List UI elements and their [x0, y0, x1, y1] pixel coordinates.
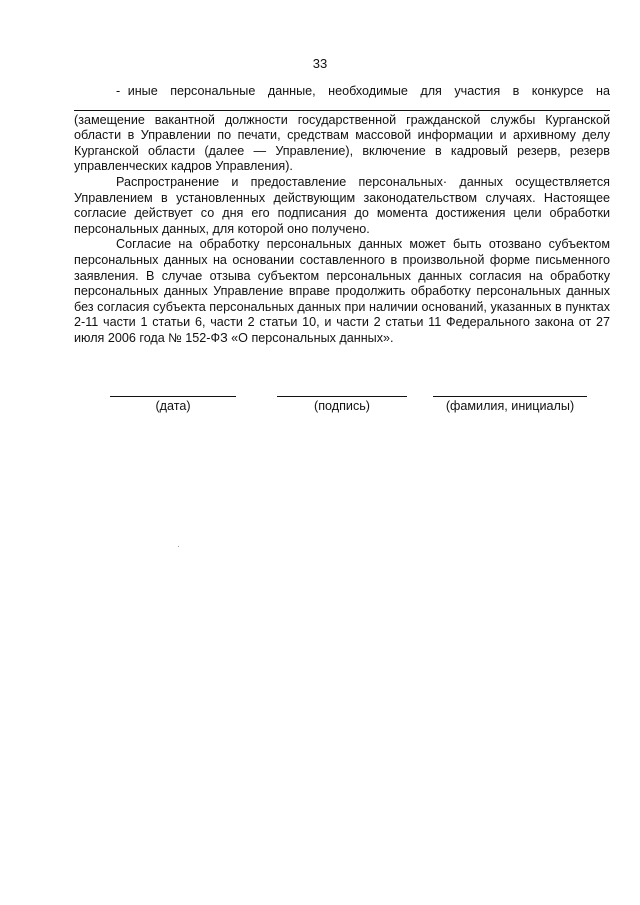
name-line	[433, 384, 587, 397]
intro-word: в	[512, 84, 520, 98]
signature-block	[277, 384, 407, 413]
intro-word: - иные	[116, 84, 158, 98]
intro-word: персональные	[170, 84, 256, 98]
date-label: (дата)	[155, 399, 191, 413]
intro-word: на	[596, 84, 610, 98]
intro-word: для	[420, 84, 442, 98]
name-label: (фамилия, инициалы)	[445, 399, 575, 413]
date-block	[110, 384, 236, 413]
date-line	[110, 384, 236, 397]
intro-line	[74, 84, 610, 100]
intro-word: необходимые	[328, 84, 408, 98]
paragraph-distribution: Распространение и предоставление персональных· данных осуществляется Управлением в установленных действующим законодательством случаях. Настоящее согласие действует со дня его подписания до момента достижения цели обработки персональных данных, для которой оно получено.	[74, 174, 610, 236]
scan-speck	[178, 546, 179, 547]
signature-label: (подпись)	[314, 399, 370, 413]
intro-word: участия	[454, 84, 501, 98]
name-block	[433, 384, 587, 413]
intro-word: конкурсе	[531, 84, 584, 98]
blank-fill-line	[74, 100, 610, 111]
page-number: 33	[312, 56, 328, 71]
paragraph-withdrawal: Согласие на обработку персональных данных может быть отозвано субъектом персональных данных на основании составленного в произвольной форме письменного заявления. В случае отзыва субъектом персональных данных согласия на обработку персональных данных Управление вправе продолжить обработку персональных данных без согласия субъекта персональных данных при наличии оснований, указанных в пунктах 2-11 части 1 статьи 6, части 2 статьи 10, и части 2 статьи 11 Федерального закона от 27 июля 2006 года № 152-ФЗ «О персональных данных».	[74, 237, 610, 345]
paragraph-purpose: (замещение вакантной должности государственной гражданской службы Курганской области в Управлении по печати, средствам массовой информации и архивному делу Курганской области (далее — Управление), включение в кадровый резерв, резерв управленческих кадров Управления).	[74, 112, 610, 174]
signature-line	[277, 384, 407, 397]
intro-word: данные,	[267, 84, 316, 98]
document-body	[74, 84, 610, 347]
signature-row	[0, 384, 640, 424]
